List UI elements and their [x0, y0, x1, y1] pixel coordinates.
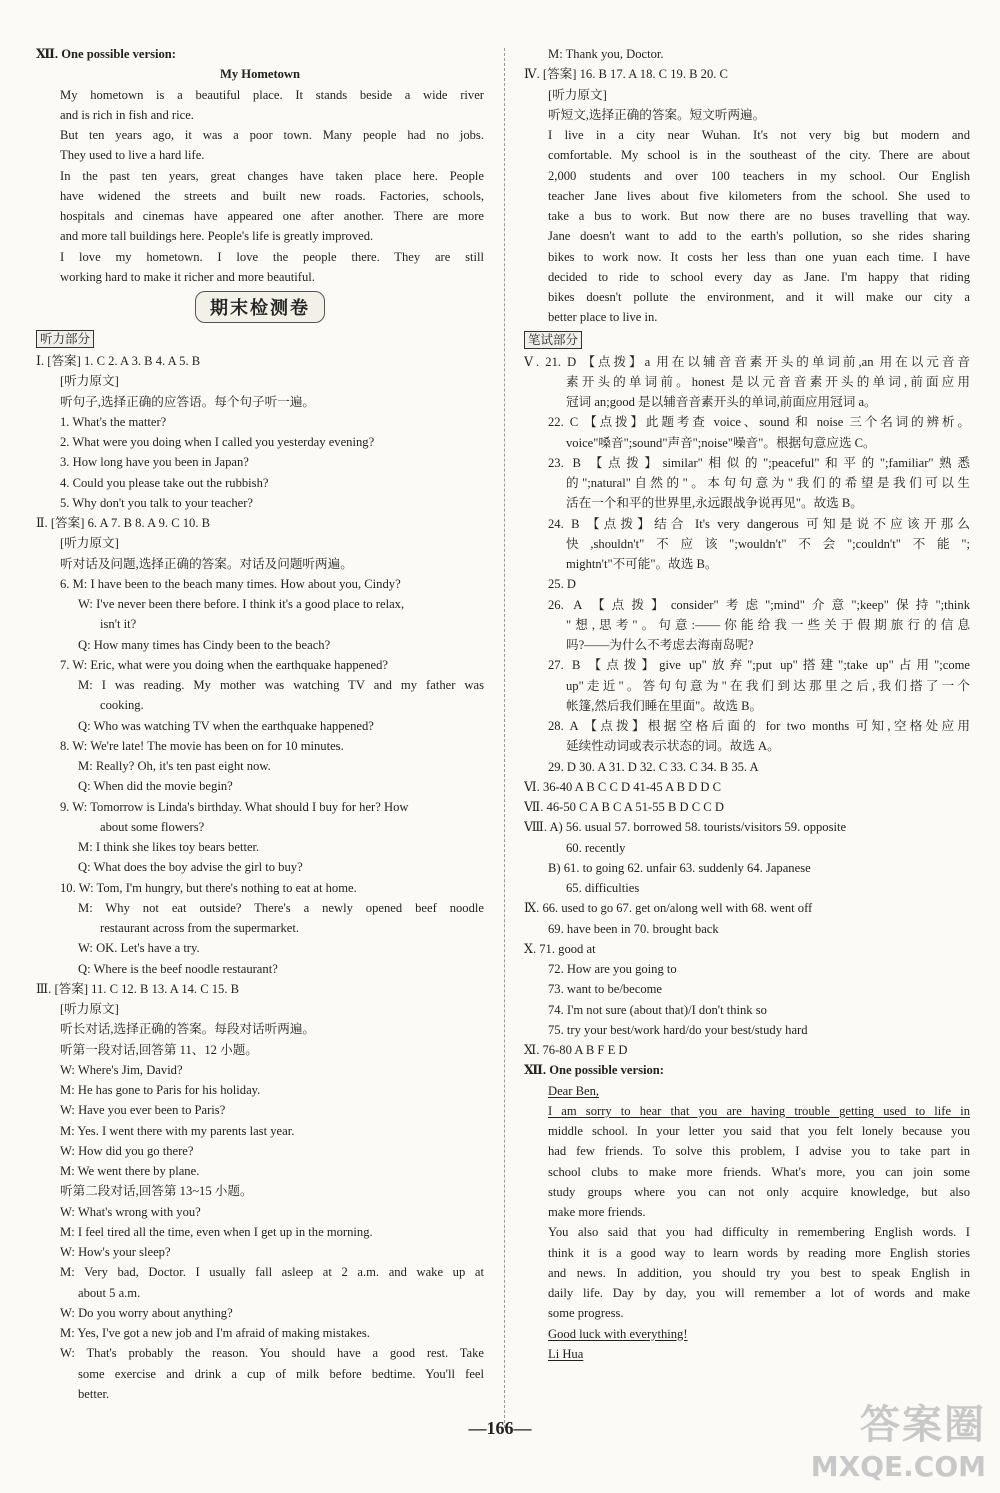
text-line: cooking. [100, 698, 144, 713]
text-line: Ⅰ. [答案] 1. C 2. A 3. B 4. A 5. B [36, 354, 201, 368]
text-line: [听力原文] [548, 87, 607, 102]
text-line: Ⅻ. One possible version: [524, 1063, 664, 1078]
text-line: M: We went there by plane. [60, 1164, 200, 1178]
text-line: W: Have you ever been to Paris? [60, 1103, 226, 1118]
text-line: better. [78, 1386, 110, 1401]
text-line: M: I feel tired all the time, even when I get up in the morning. [60, 1224, 373, 1239]
text-line: 2. What were you doing when I called you yesterday evening? [60, 435, 375, 449]
text-line: Q: When did the movie begin? [78, 779, 233, 794]
text-line: mightn't"不可能"。故选 B。 [566, 557, 718, 571]
text-line: W: Do you worry about anything? [60, 1305, 233, 1320]
text-line: M: Yes, I've got a new job and I'm afraid of making mistakes. [60, 1326, 370, 1340]
text-line: Ⅶ. 46-50 C A B C A 51-55 B D C C D [524, 800, 724, 814]
section-title [36, 287, 484, 327]
text-line: up"走近"。答句句意为"在我们到达那里之后,我们搭了一个 [566, 678, 970, 693]
section-title-text: 期末检测卷 [195, 291, 325, 323]
text-line: 25. D [548, 577, 576, 592]
text-line: 72. How are you going to [548, 962, 677, 976]
text-line: Ⅱ. [答案] 6. A 7. B 8. A 9. C 10. B [36, 516, 211, 530]
text-line: Good luck with everything! [548, 1326, 688, 1341]
text-line: 吗?——为什么不考虑去海南岛呢? [566, 638, 754, 652]
text-line: M: He has gone to Paris for his holiday. [60, 1083, 261, 1097]
text-line: 的";natural"自然的"。本句句意为"我们的希望是我们可以生 [566, 476, 970, 490]
section-tag-label: 笔试部分 [524, 331, 582, 349]
text-line: I am sorry to hear that you are having trouble getting used to life in [548, 1103, 970, 1118]
text-line: But ten years ago, it was a poor town. Many people had no jobs. [60, 128, 484, 142]
text-line: voice"嗓音";sound"声音";noise"噪音"。根据句意应选 C。 [566, 435, 876, 450]
text-line: W: How did you go there? [60, 1143, 194, 1158]
text-line: [听力原文] [60, 374, 119, 389]
text-line: 听长对话,选择正确的答案。每段对话听两遍。 [60, 1022, 316, 1037]
right-column [524, 44, 970, 1364]
text-line: Ⅴ. 21. D 【点拨】a 用在以辅音音素开头的单词前,an 用在以元音音 [524, 354, 970, 369]
text-line: 听短文,选择正确的答案。短文听两遍。 [548, 107, 766, 122]
text-line: W: Where's Jim, David? [60, 1062, 183, 1077]
text-line: 24. B 【点拨】结合 It's very dangerous 可知是说不应该开那么 [548, 516, 970, 531]
text-line: [听力原文] [60, 1002, 119, 1016]
text-line: M: Really? Oh, it's ten past eight now. [78, 759, 271, 773]
text-line: and more tall buildings here. People's life is greatly improved. [60, 229, 374, 244]
text-line: 23. B 【点拨】similar"相似的";peaceful"和平的";familiar"熟悉 [548, 455, 970, 470]
text-line: W: What's wrong with you? [60, 1204, 201, 1219]
text-line: Ⅵ. 36-40 A B C C D 41-45 A B D D C [524, 779, 722, 794]
text-line: Dear Ben, [548, 1083, 600, 1098]
text-line: Ⅹ. 71. good at [524, 941, 596, 956]
text-line: I love my hometown. I love the people there. They are still [60, 249, 484, 264]
text-line: daily life. Day by day, you will remember a lot of words and make [548, 1286, 970, 1300]
section-tag-label: 听力部分 [36, 330, 94, 348]
text-line: You also said that you had difficulty in remembering English words. I [548, 1225, 970, 1240]
text-line: working hard to make it richer and more beautiful. [60, 269, 315, 284]
watermark [811, 1393, 986, 1483]
text-line: 1. What's the matter? [60, 414, 167, 429]
text-line: some progress. [548, 1306, 624, 1321]
text-line: B) 61. to going 62. unfair 63. suddenly 64. Japanese [548, 860, 811, 875]
text-line: 5. Why don't you talk to your teacher? [60, 495, 253, 510]
text-line: 8. W: We're late! The movie has been on for 10 minutes. [60, 738, 344, 753]
text-line: Q: Who was watching TV when the earthquake happened? [78, 718, 374, 733]
text-line: They used to live a hard life. [60, 148, 205, 163]
text-line: 素开头的单词前。honest 是以元音音素开头的单词,前面应用 [566, 374, 970, 389]
text-line: had few friends. To solve this problem, I advise you to take part in [548, 1144, 970, 1159]
text-line: bikes to work now. It costs her less than one yuan each time. I have [548, 249, 970, 264]
text-line: W: OK. Let's have a try. [78, 941, 200, 956]
text-line: M: Thank you, Doctor. [548, 47, 664, 61]
text-line: 听第二段对话,回答第 13~15 小题。 [60, 1184, 253, 1199]
text-line: 75. try your best/work hard/do your best/study hard [548, 1022, 808, 1037]
text-line: Ⅻ. One possible version: [36, 47, 176, 61]
text-line: some exercise and drink a cup of milk before bedtime. You'll feel [78, 1366, 484, 1381]
text-line: study groups where you can not only acquire knowledge, but also [548, 1184, 970, 1199]
text-line: have widened the streets and built new roads. Factories, schools, [60, 188, 484, 203]
text-line: 帐篷,然后我们睡在里面"。故选 B。 [566, 698, 763, 713]
text-line: 60. recently [566, 840, 626, 855]
text-line: 6. M: I have been to the beach many times. How about you, Cindy? [60, 576, 401, 591]
text-line: I live in a city near Wuhan. It's not very big but modern and [548, 128, 970, 142]
text-line: about 5 a.m. [78, 1285, 141, 1300]
text-line: Ⅷ. A) 56. usual 57. borrowed 58. tourists/visitors 59. opposite [524, 820, 847, 835]
text-line: 10. W: Tom, I'm hungry, but there's nothing to eat at home. [60, 880, 357, 895]
text-line: 74. I'm not sure (about that)/I don't think so [548, 1002, 767, 1017]
text-line: Ⅺ. 76-80 A B F E D [524, 1043, 628, 1057]
text-line: bikes doesn't pollute the environment, and it will make our city a [548, 290, 970, 304]
text-line: 冠词 an;good 是以辅音音素开头的单词,前面应用冠词 a。 [566, 395, 877, 409]
text-line: 7. W: Eric, what were you doing when the earthquake happened? [60, 657, 389, 672]
text-line: M: Why not eat outside? There's a newly opened beef noodle [78, 900, 484, 915]
text-line: and is rich in fish and rice. [60, 107, 194, 122]
text-line: M: Very bad, Doctor. I usually fall asleep at 2 a.m. and wake up at [60, 1265, 484, 1280]
text-line: 69. have been in 70. brought back [548, 921, 719, 936]
watermark-site: MXQE.COM [810, 1450, 986, 1483]
text-line: hospitals and cinemas have appeared one after another. There are more [60, 209, 484, 223]
left-column [36, 44, 484, 1404]
text-line: M: I think she likes toy bears better. [78, 840, 260, 854]
section-tag [524, 329, 970, 351]
text-line: middle school. In your letter you said that you felt lonely because you [548, 1124, 970, 1138]
text-line: school clubs to make more friends. What's more, you can join some [548, 1164, 970, 1179]
text-line: My Hometown [219, 67, 301, 82]
text-line: W: That's probably the reason. You should have a good rest. Take [60, 1346, 484, 1361]
text-line: [听力原文] [60, 536, 119, 551]
text-line: 65. difficulties [566, 881, 640, 895]
text-line: about some flowers? [100, 819, 205, 834]
text-line: Q: Where is the beef noodle restaurant? [78, 961, 278, 976]
text-line: and news. In addition, you should try you best to speak English in [548, 1265, 970, 1280]
text-line: comfortable. My school is in the southeast of the city. There are about [548, 148, 970, 163]
text-line: decided to ride to school every day as Jane. I'm happy that riding [548, 269, 970, 284]
text-line: 4. Could you please take out the rubbish? [60, 475, 269, 490]
text-line: My hometown is a beautiful place. It stands beside a wide river [60, 87, 484, 102]
text-line: make more friends. [548, 1205, 646, 1219]
text-line: think it is a good way to learn words by reading more English stories [548, 1245, 970, 1260]
text-line: 3. How long have you been in Japan? [60, 455, 249, 470]
text-line: 听对话及问题,选择正确的答案。对话及问题听两遍。 [60, 556, 353, 571]
text-line: take a bus to work. But now there are no buses travelling that way. [548, 209, 970, 223]
text-line: W: I've never been there before. I think it's a good place to relax, [78, 597, 405, 611]
text-line: 29. D 30. A 31. D 32. C 33. C 34. B 35. A [548, 759, 759, 774]
text-line: 26. A 【点拨】consider"考虑";mind"介意";keep"保持";think [548, 597, 970, 612]
text-line: better place to live in. [548, 310, 658, 325]
text-line: 28. A 【点拨】根据空格后面的 for two months 可知,空格处应用 [548, 719, 970, 733]
text-line: M: Yes. I went there with my parents last year. [60, 1123, 295, 1138]
text-line: 延续性动词或表示状态的词。故选 A。 [566, 739, 780, 754]
text-line: Li Hua [548, 1346, 584, 1361]
text-line: 22. C 【点拨】此题考查 voice、sound 和 noise 三个名词的辨析。 [548, 415, 970, 430]
text-line: Ⅸ. 66. used to go 67. get on/along well with 68. went off [524, 901, 813, 916]
text-line: Q: How many times has Cindy been to the beach? [78, 637, 331, 652]
column-divider [504, 48, 505, 1428]
text-line: 73. want to be/become [548, 982, 663, 997]
text-line: isn't it? [100, 617, 137, 632]
text-line: "想,思考"。句意:——你能给我一些关于假期旅行的信息 [566, 617, 970, 632]
text-line: Q: What does the boy advise the girl to buy? [78, 860, 303, 875]
page-number: —166— [468, 1418, 532, 1438]
section-tag [36, 328, 484, 350]
text-line: 听第一段对话,回答第 11、12 小题。 [60, 1042, 258, 1057]
text-line: 9. W: Tomorrow is Linda's birthday. What should I buy for her? How [60, 799, 409, 814]
text-line: 27. B 【点拨】give up"放弃";put up"搭建";take up"占用";come [548, 658, 970, 673]
text-line: Jane doesn't want to add to the earth's pollution, so she rides sharing [548, 229, 970, 244]
text-line: 2,000 students and over 100 teachers in my school. Our English [548, 168, 970, 183]
text-line: 听句子,选择正确的应答语。每个句子听一遍。 [60, 394, 316, 409]
text-line: Ⅳ. [答案] 16. B 17. A 18. C 19. B 20. C [524, 67, 728, 82]
text-line: In the past ten years, great changes have taken place here. People [60, 168, 484, 183]
text-line: 活在一个和平的世界里,永远跟战争说再见"。故选 B。 [566, 496, 863, 511]
text-line: M: I was reading. My mother was watching TV and my father was [78, 678, 484, 692]
text-line: W: How's your sleep? [60, 1245, 171, 1259]
text-line: teacher Jane lives about five kilometers from the school. She used to [548, 188, 970, 203]
watermark-brand: 答案圈 [860, 1402, 986, 1448]
text-line: 快,shouldn't"不应该";wouldn't"不会";couldn't"不能"; [566, 536, 970, 551]
text-line: restaurant across from the supermarket. [100, 921, 299, 935]
text-line: Ⅲ. [答案] 11. C 12. B 13. A 14. C 15. B [36, 981, 240, 996]
